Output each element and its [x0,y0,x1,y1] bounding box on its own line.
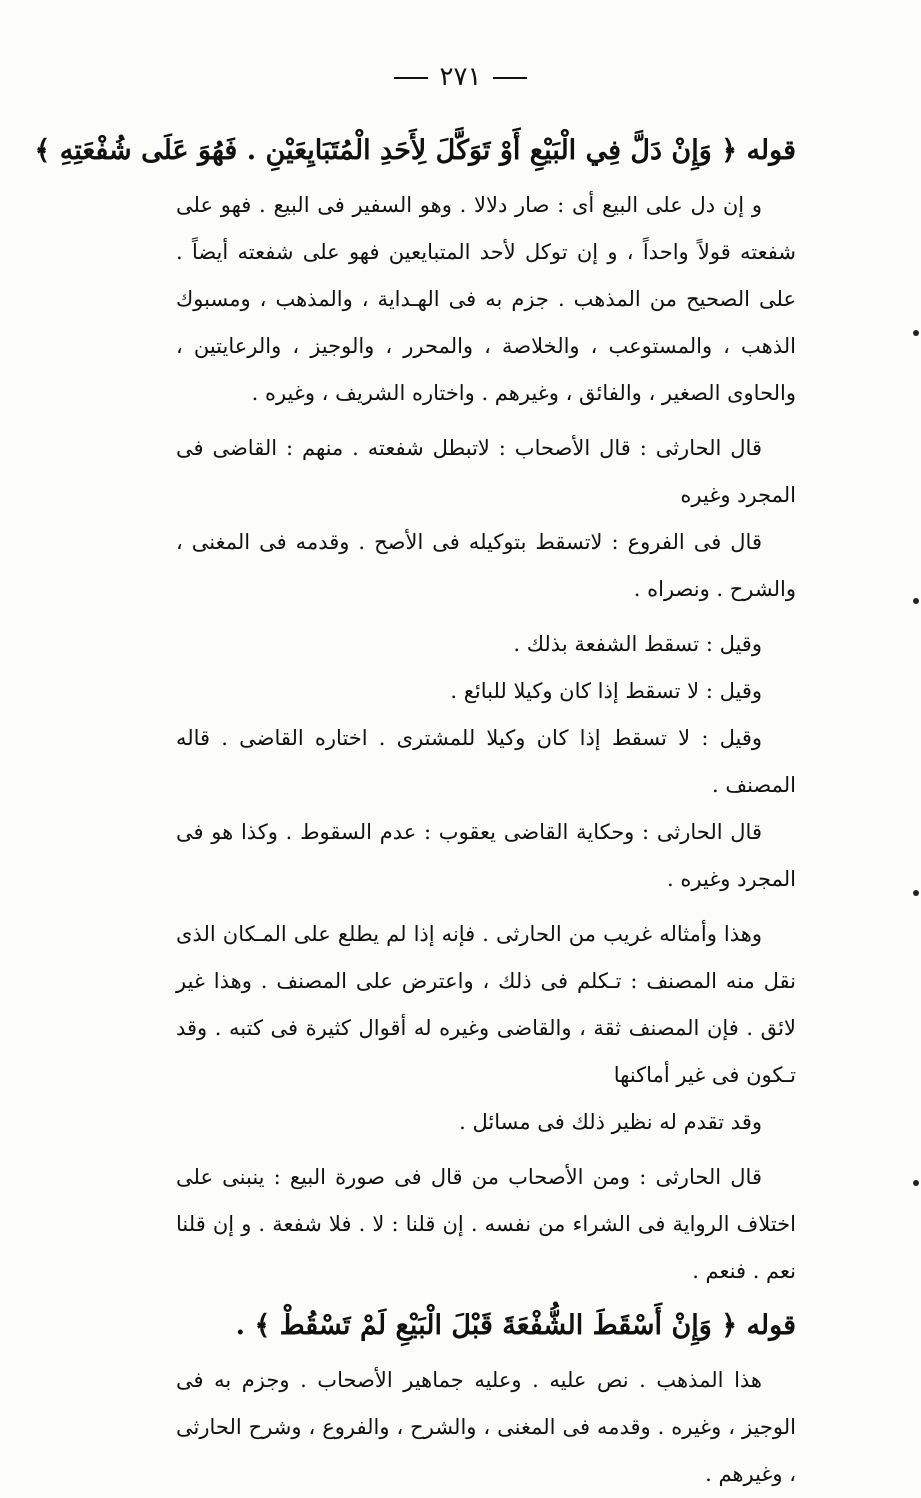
paragraph-4: وقيل : تسقط الشفعة بذلك . [513,632,762,656]
paragraph-1: و إن دل على البيع أى : صار دلالا . وهو السفير فى البيع . فهو على شفعته قولاً واحداً ، و إن توكل لأحد المتبايعين فهو على شفعته أيضاً . على الصحيح من المذهب . جزم به فى الهـداية ، والمذهب ، ومسبوك الذهب ، والمستوعب ، والخلاصة ، والمحرر ، والوجيز ، والرعايتين ، والحاوى الصغير ، والفائق ، وغيرهم . واختاره الشريف ، وغيره . [176,193,796,405]
paragraph-2: قال الحارثى : قال الأصحاب : لاتبطل شفعته . منهم : القاضى فى المجرد وغيره [176,436,796,507]
page-number-dash-right [493,77,527,79]
margin-mark-dot [913,890,919,896]
body-text [34,120,796,1498]
paragraph-9: وقد تقدم له نظير ذلك فى مسائل . [459,1110,762,1134]
margin-mark-dot [913,598,919,604]
heading-qawl-2 [176,1295,796,1357]
margin-mark-dot [913,330,919,336]
paragraph-10: قال الحارثى : ومن الأصحاب من قال فى صورة البيع : ينبنى على اختلاف الرواية فى الشراء من نفسه . إن قلنا : لا . فلا شفعة . و إن قلنا نعم . فنعم . [176,1165,796,1283]
page-number [0,62,921,92]
page-number-dash-left [394,77,428,79]
paragraph-6: وقيل : لا تسقط إذا كان وكيلا للمشترى . اختاره القاضى . قاله المصنف . [176,726,796,797]
heading-qawl-1-quote: ﴿ وَإِنْ دَلَّ فِي الْبَيْعِ أَوْ تَوَكَّلَ لِأَحَدِ الْمُتَبَايِعَيْنِ . فَهُوَ عَلَى شُفْعَتِهِ ﴾ [34,135,738,166]
page-number-text: ٢٧١ [439,62,482,92]
margin-mark-dot [913,1180,919,1186]
paragraph-5: وقيل : لا تسقط إذا كان وكيلا للبائع . [450,679,762,703]
paragraph-8: وهذا وأمثاله غريب من الحارثى . فإنه إذا لم يطلع على المـكان الذى نقل منه المصنف : تـكلم فى ذلك ، واعترض على المصنف . وهذا غير لائق . فإن المصنف ثقة ، والقاضى وغيره له أقوال كثيرة فى كتبه . وقد تـكون فى غير أماكنها [176,922,796,1087]
heading-qawl-1-lead: قوله [746,135,796,166]
heading-qawl-1 [34,120,796,182]
paragraph-3: قال فى الفروع : لاتسقط بتوكيله فى الأصح . وقدمه فى المغنى ، والشرح . ونصراه . [176,530,796,601]
heading-qawl-2-quote: ﴿ وَإِنْ أَسْقَطَ الشُّفْعَةَ قَبْلَ الْبَيْعِ لَمْ تَسْقُطْ ﴾ . [235,1310,738,1341]
paragraph-11: هذا المذهب . نص عليه . وعليه جماهير الأصحاب . وجزم به فى الوجيز ، وغيره . وقدمه فى المغنى ، والشرح ، والفروع ، وشرح الحارثى ، وغيرهم . [176,1368,796,1486]
paragraph-7: قال الحارثى : وحكاية القاضى يعقوب : عدم السقوط . وكذا هو فى المجرد وغيره . [176,820,796,891]
heading-qawl-2-lead: قوله [746,1310,796,1341]
